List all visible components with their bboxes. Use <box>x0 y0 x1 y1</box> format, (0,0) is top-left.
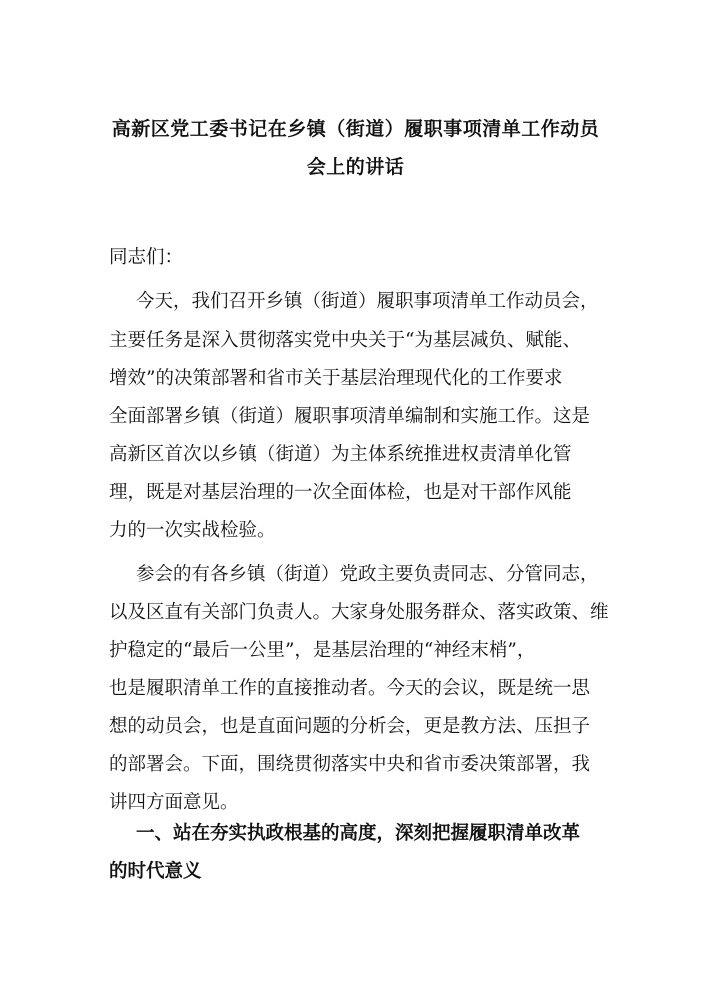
paragraph-1-line-4: 全面部署乡镇（街道）履职事项清单编制和实施工作。这是 <box>109 406 591 427</box>
paragraph-1-line-2: 主要任务是深入贯彻落实党中央关于“为基层减负、赋能、 <box>109 330 581 351</box>
paragraph-2-line-2: 以及区直有关部门负责人。大家身处服务群众、落实政策、维 <box>109 602 609 623</box>
salutation: 同志们： <box>109 247 184 268</box>
paragraph-2-line-4: 也是履职清单工作的直接推动者。今天的会议，既是统一思 <box>109 678 591 699</box>
paragraph-1-line-7: 力的一次实战检验。 <box>109 520 276 541</box>
paragraph-2-line-3: 护稳定的“最后一公里”，是基层治理的“神经末梢”， <box>109 640 536 661</box>
section-heading-1-line-2: 的时代意义 <box>109 861 202 882</box>
section-heading-1-line-1: 一、站在夯实执政根基的高度，深刻把握履职清单改革 <box>136 823 581 844</box>
paragraph-1-line-5: 高新区首次以乡镇（街道）为主体系统推进权责清单化管 <box>109 444 572 465</box>
paragraph-2-line-6: 的部署会。下面，围绕贯彻落实中央和省市委决策部署，我 <box>109 754 591 775</box>
paragraph-2-line-1: 参会的有各乡镇（街道）党政主要负责同志、分管同志， <box>136 564 599 585</box>
paragraph-2-line-5: 想的动员会，也是直面问题的分析会，更是教方法、压担子 <box>109 716 591 737</box>
paragraph-1-line-3: 增效”的决策部署和省市关于基层治理现代化的工作要求 <box>109 368 563 389</box>
paragraph-2-line-7: 讲四方面意见。 <box>109 792 239 813</box>
document-title-line-2: 会上的讲话 <box>306 156 405 178</box>
document-title-line-1: 高新区党工委书记在乡镇（街道）履职事项清单工作动员 <box>111 118 600 140</box>
paragraph-1-line-6: 理，既是对基层治理的一次全面体检，也是对干部作风能 <box>109 482 572 503</box>
paragraph-1-line-1: 今天，我们召开乡镇（街道）履职事项清单工作动员会， <box>136 291 599 312</box>
